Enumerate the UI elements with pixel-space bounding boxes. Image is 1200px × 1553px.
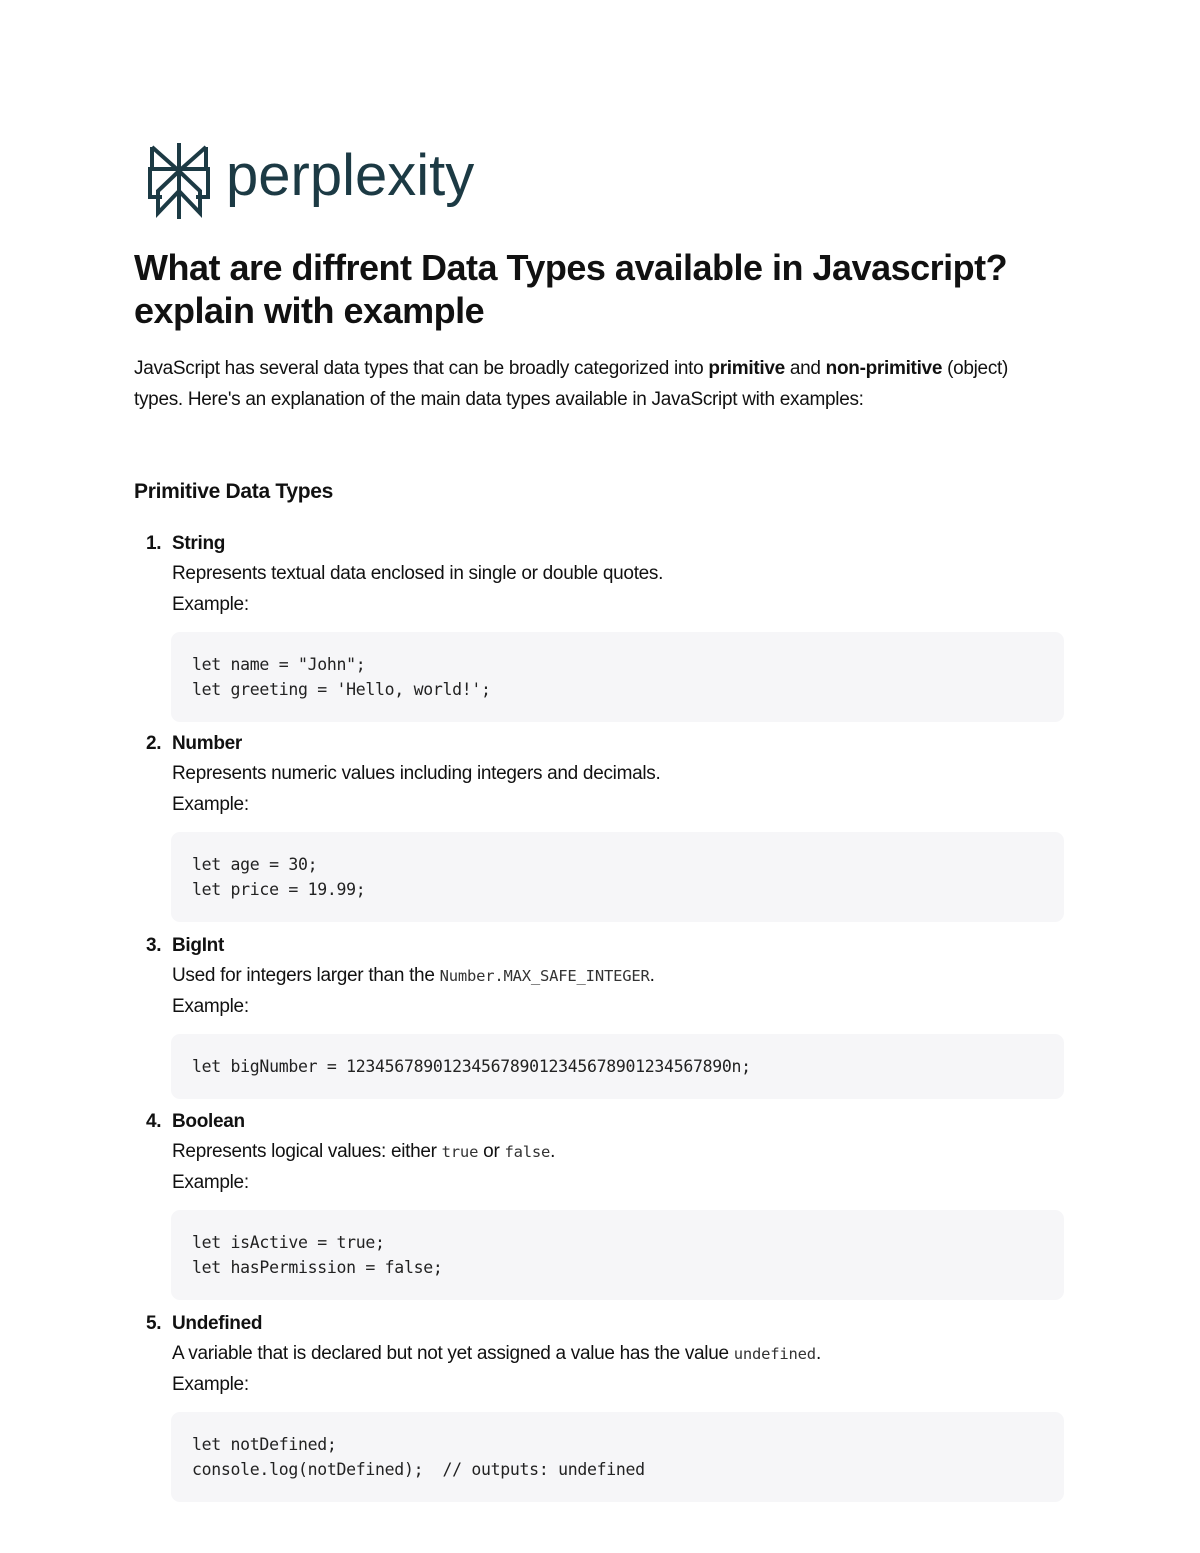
item-name: String	[172, 533, 226, 554]
list-item-boolean	[146, 1107, 1066, 1300]
intro-bold-non-primitive: non-primitive	[825, 358, 943, 379]
item-description: or	[478, 1141, 505, 1162]
example-label: Example:	[172, 793, 249, 815]
item-description: Used for integers larger than the	[172, 965, 440, 986]
section-heading: Primitive Data Types	[134, 480, 334, 503]
item-number: 2.	[146, 733, 162, 754]
inline-code: Number.MAX_SAFE_INTEGER	[439, 967, 650, 985]
item-description: A variable that is declared but not yet assigned a value has the value	[172, 1343, 734, 1364]
code-line: let name = "John";	[192, 655, 366, 674]
example-label: Example:	[172, 593, 249, 615]
intro-bold-primitive: primitive	[708, 358, 785, 379]
item-description: .	[815, 1343, 821, 1364]
example-label: Example:	[172, 995, 249, 1017]
item-number: 4.	[146, 1111, 162, 1132]
code-block	[171, 832, 1064, 922]
list-item-bigint	[146, 931, 1066, 1099]
code-line: let price = 19.99;	[192, 880, 366, 899]
code-block	[171, 632, 1064, 722]
item-name: BigInt	[172, 935, 225, 956]
item-number: 1.	[146, 533, 162, 554]
code-line: let age = 30;	[192, 855, 318, 874]
item-description: .	[550, 1141, 556, 1162]
item-number: 3.	[146, 935, 162, 956]
inline-code: true	[441, 1143, 479, 1161]
logo-wordmark: perplexity	[226, 143, 475, 208]
item-name: Boolean	[172, 1111, 245, 1132]
code-line: console.log(notDefined); // outputs: undefined	[192, 1460, 645, 1479]
item-name: Undefined	[172, 1313, 263, 1334]
code-line: let greeting = 'Hello, world!';	[192, 680, 491, 699]
perplexity-logo-icon	[146, 141, 212, 221]
item-description: Represents textual data enclosed in single or double quotes.	[172, 563, 664, 584]
code-line: let hasPermission = false;	[192, 1258, 443, 1277]
example-label: Example:	[172, 1171, 249, 1193]
intro-text: and	[784, 358, 826, 379]
page-title: What are diffrent Data Types available in Javascript? explain with example	[134, 247, 1008, 331]
code-line: let isActive = true;	[192, 1233, 385, 1252]
intro-paragraph	[134, 354, 1054, 415]
code-block	[171, 1034, 1064, 1099]
perplexity-logo	[146, 140, 474, 222]
item-description: .	[649, 965, 655, 986]
code-block	[171, 1412, 1064, 1502]
inline-code: false	[504, 1143, 551, 1161]
intro-text: (object) types. Here's an explanation of the main data types available in JavaScript with examples:	[134, 358, 1009, 410]
list-item-string	[146, 529, 1066, 722]
list-item-number	[146, 729, 1066, 922]
code-block	[171, 1210, 1064, 1300]
item-number: 5.	[146, 1313, 162, 1334]
code-line: let bigNumber = 1234567890123456789012345678901234567890n;	[192, 1057, 751, 1076]
intro-text: JavaScript has several data types that can be broadly categorized into	[134, 358, 709, 379]
item-description: Represents logical values: either	[172, 1141, 442, 1162]
code-line: let notDefined;	[192, 1435, 337, 1454]
list-item-undefined	[146, 1309, 1066, 1502]
item-name: Number	[172, 733, 242, 754]
inline-code: undefined	[733, 1345, 816, 1363]
example-label: Example:	[172, 1373, 249, 1395]
item-description: Represents numeric values including integers and decimals.	[172, 763, 661, 784]
